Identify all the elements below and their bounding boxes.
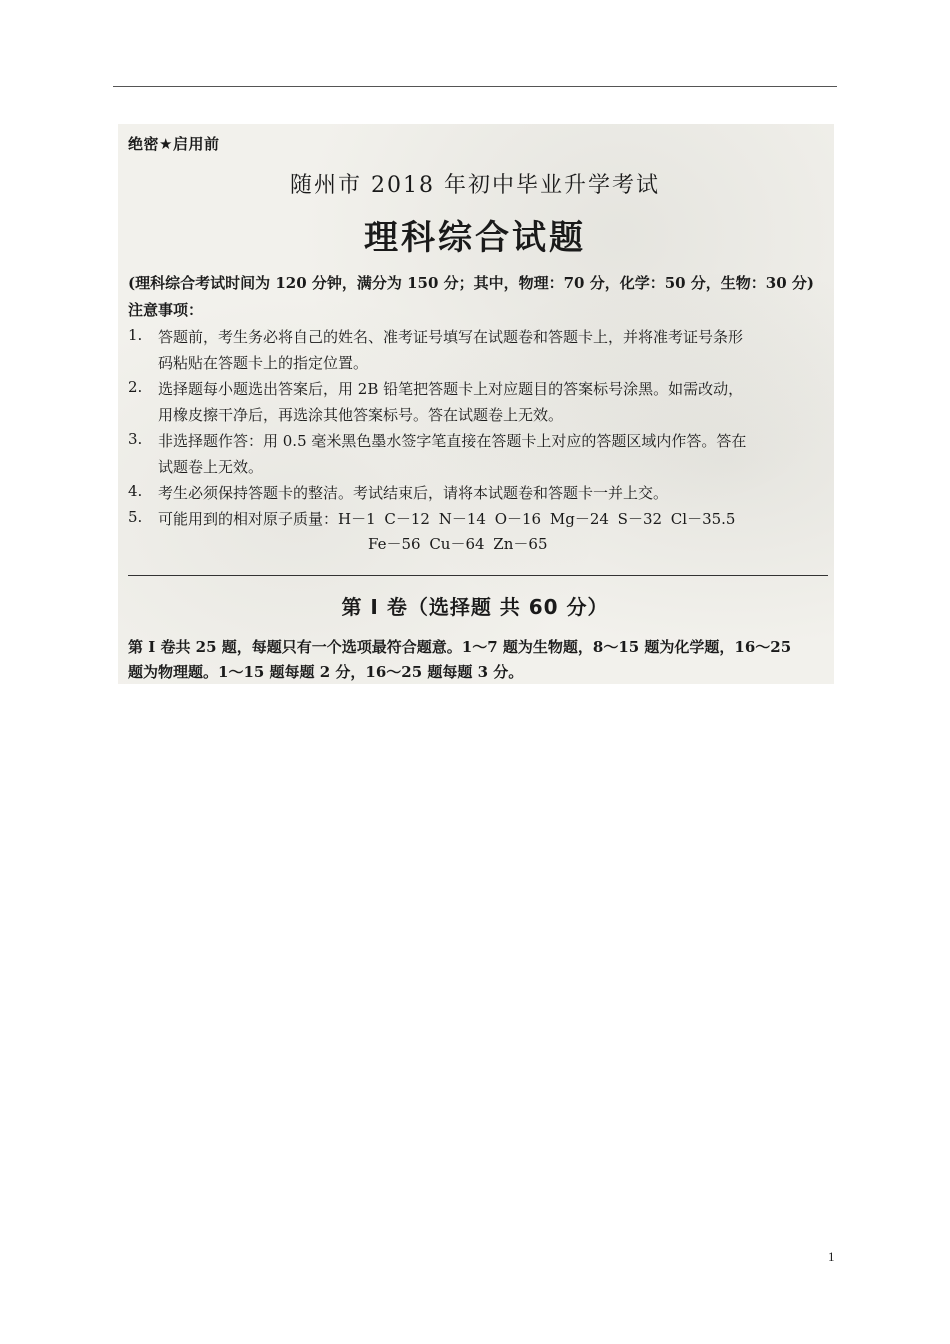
note-number: 2. bbox=[128, 378, 143, 396]
note-number: 5. bbox=[128, 508, 143, 526]
exam-title: 理科综合试题 bbox=[364, 218, 586, 258]
note-text-line: 考生必须保持答题卡的整洁。考试结束后，请将本试题卷和答题卡一并上交。 bbox=[158, 484, 669, 502]
note-text-line: 码粘贴在答题卡上的指定位置。 bbox=[158, 354, 369, 372]
atomic-mass-line: 可能用到的相对原子质量：H－1 C－12 N－14 O－16 Mg－24 S－32 Cl－35.5 bbox=[158, 510, 736, 528]
section-description-line: 第 I 卷共 25 题，每题只有一个选项最符合题意。1～7 题为生物题，8～15 题为化学题，16～25 bbox=[128, 638, 792, 656]
header-rule bbox=[113, 86, 837, 87]
page-number: 1 bbox=[828, 1249, 835, 1264]
secret-label: 绝密★启用前 bbox=[128, 135, 220, 153]
section-divider bbox=[128, 575, 828, 576]
note-number: 3. bbox=[128, 430, 143, 448]
exam-name: 随州市 2018 年初中毕业升学考试 bbox=[290, 173, 660, 198]
notes-heading: 注意事项： bbox=[128, 301, 204, 319]
note-text-line: 试题卷上无效。 bbox=[158, 458, 264, 476]
note-number: 4. bbox=[128, 482, 143, 500]
section-title: 第 I 卷（选择题 共 60 分） bbox=[341, 595, 609, 619]
exam-time-note: (理科综合考试时间为 120 分钟，满分为 150 分；其中，物理：70 分，化学：50 分，生物：30 分) bbox=[128, 274, 814, 292]
note-number: 1. bbox=[128, 326, 143, 344]
note-text-line: 非选择题作答：用 0.5 毫米黑色墨水签字笔直接在答题卡上对应的答题区域内作答。答在 bbox=[158, 432, 747, 450]
note-text-line: 用橡皮擦干净后，再选涂其他答案标号。答在试题卷上无效。 bbox=[158, 406, 564, 424]
atomic-mass-line: Fe－56 Cu－64 Zn－65 bbox=[368, 535, 548, 553]
note-text-line: 答题前，考生务必将自己的姓名、准考证号填写在试题卷和答题卡上，并将准考证号条形 bbox=[158, 328, 744, 346]
section-description-line: 题为物理题。1～15 题每题 2 分，16～25 题每题 3 分。 bbox=[128, 663, 524, 681]
note-text-line: 选择题每小题选出答案后，用 2B 铅笔把答题卡上对应题目的答案标号涂黑。如需改动， bbox=[158, 380, 744, 398]
